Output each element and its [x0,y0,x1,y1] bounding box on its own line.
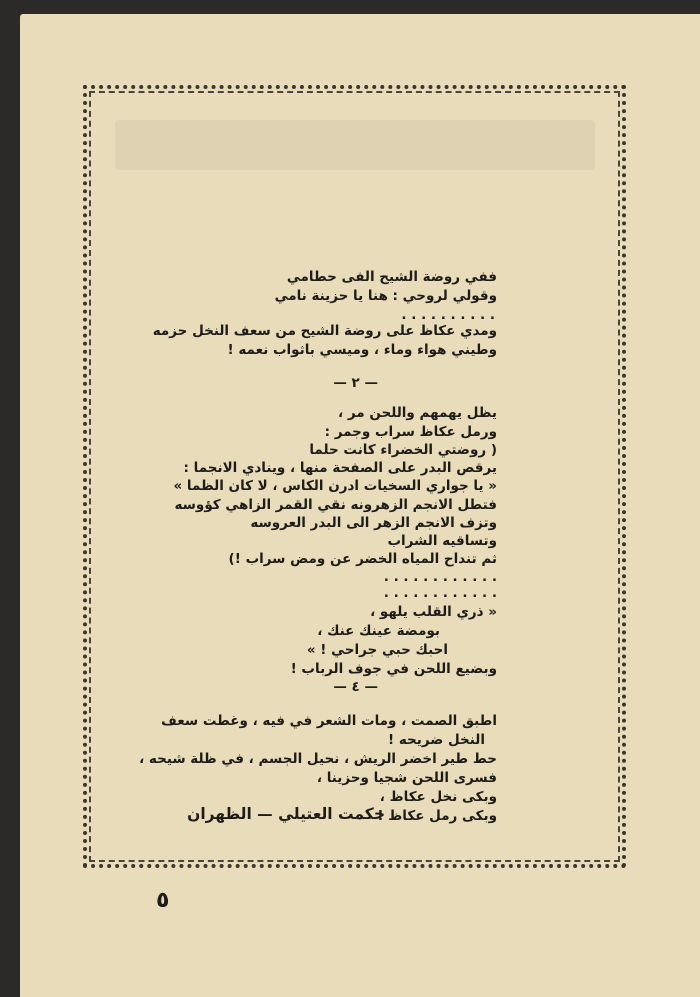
poem-line: ومدي عكاظ على روضة الشيح من سعف النخل حزمه [152,323,497,339]
author-signature: حكمت العتيلي — الظهران [187,805,385,823]
poem-line: . . . . . . . . . . . . [383,569,497,585]
poem-line: حط طير اخضر الريش ، نحيل الجسم ، في ظلة شيحه ، [139,751,497,767]
poem-line: ( روضتي الخضراء كانت حلما [309,442,497,458]
poem-line: وبكى نخل عكاظ ، [379,789,497,805]
poem-line: . . . . . . . . . . . . [383,585,497,601]
poem-line: وبضيع اللحن في جوف الرباب ! [290,661,497,677]
poem-line: ثم تنداح المياه الخضر عن ومض سراب !) [228,551,497,567]
section-number: — ٤ — [333,679,378,695]
poem-line: وتزف الانجم الزهر الى البدر العروسه [250,515,497,531]
poem-line: وبكى رمل عكاظ ! [377,808,497,824]
poem-line: . . . . . . . . . . [401,307,495,323]
poem-line: « ذري القلب يلهو ، [370,604,497,620]
page-number: ٥ [156,888,170,913]
poem-line: احبك حبي جراحي ! » [306,642,448,658]
poem-line: « يا جواري السخيات ادرن الكاس ، لا كان الظما » [173,478,497,494]
poem-line: وطيني هواء وماء ، وميسي باثواب نعمه ! [227,342,497,358]
section-number: — ٢ — [333,375,378,391]
poem-line: بومضة عينك عنك ، [317,623,440,639]
poem-line: اطبق الصمت ، ومات الشعر في فيه ، وغطت سعف [161,713,497,729]
poem-line: وقولي لروحي : هنا يا حزينة نامي [274,288,497,304]
poem-line: النخل ضريحه ! [388,732,485,748]
poem-line: وتساقيه الشراب [387,533,497,549]
poem-line: فسرى اللحن شجيا وحزينا ، [316,770,497,786]
poem-line: ورمل عكاظ سراب وجمر : [324,424,497,440]
poem-line: ففي روضة الشيح الفى حطامي [286,269,497,285]
poem-line: يظل يهمهم واللحن مر ، [338,405,497,421]
poem-line: يرقص البدر على الصفحة منها ، وينادي الانجما : [183,460,497,476]
poem-line: فتطل الانجم الزهرونه نقي القمر الزاهي كؤوسه [174,497,497,513]
